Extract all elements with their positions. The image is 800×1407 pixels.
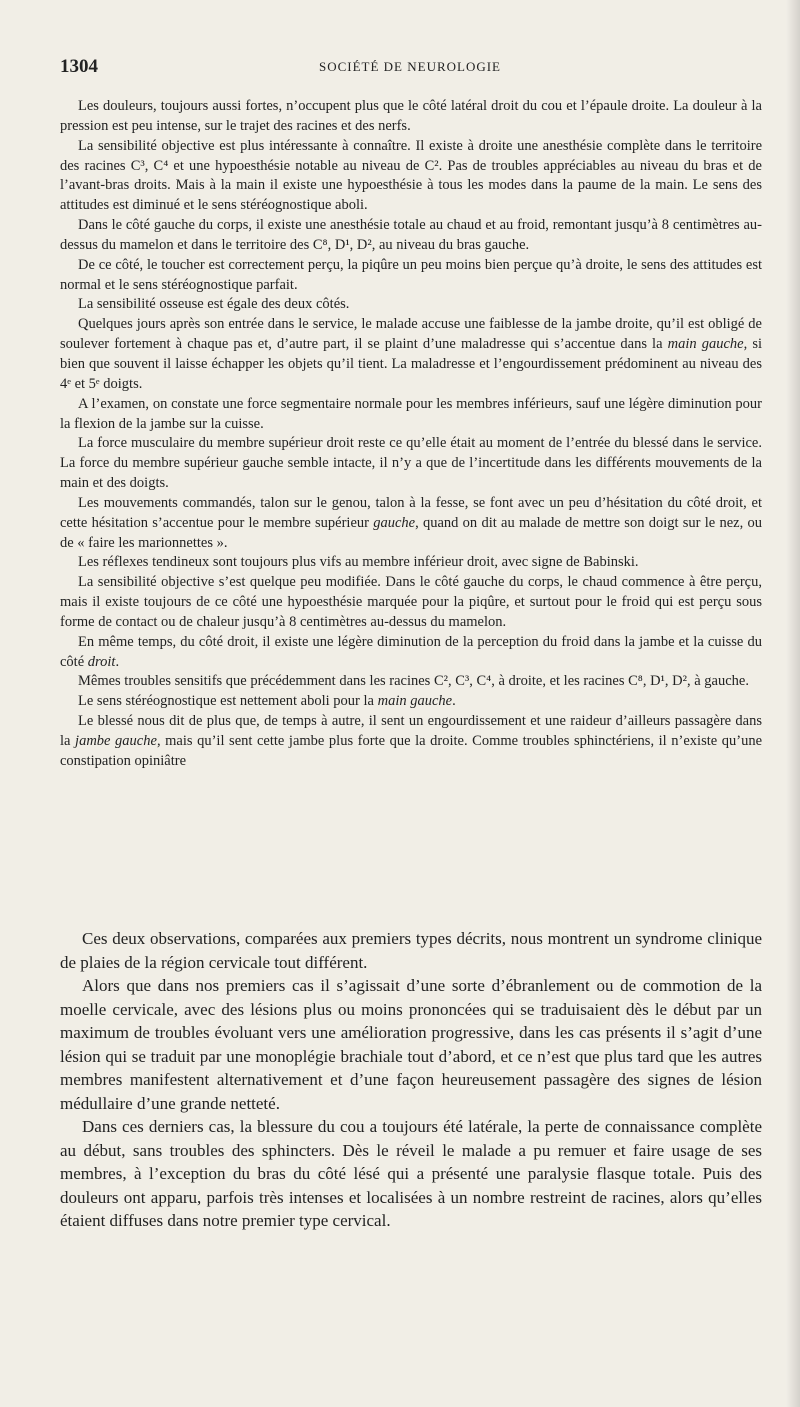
paragraph [60, 712, 762, 772]
text-run: , si bien que souvent il laisse échapper les objets qu’il tient. La maladresse et l’engourdissement prédominent au niveau des 4ᵉ et 5ᵉ doigts. [60, 336, 763, 392]
paragraph: La sensibilité osseuse est égale des deux côtés. [78, 296, 350, 313]
paragraph: Mêmes troubles sensitifs que précédemment dans les racines C², C³, C⁴, à droite, et les racines C⁸, D¹, D², à gauche. [78, 673, 749, 690]
text-run: . [452, 693, 456, 710]
italic-run: jambe gauche [75, 733, 157, 749]
paragraph [60, 633, 762, 673]
italic-run: gauche [373, 514, 416, 531]
paragraph: Les réflexes tendineux sont toujours plus vifs au membre inférieur droit, avec signe de Babinski. [78, 554, 639, 571]
italic-run: main gauche [377, 693, 453, 710]
text-run: Le sens stéréognostique est nettement aboli pour la [78, 693, 378, 710]
text-run: . [115, 653, 120, 670]
paragraph: Les douleurs, toujours aussi fortes, n’occupent plus que le côté latéral droit du cou et l’épaule droite. La douleur à la pression est peu intense, sur le trajet des racines et des nerfs. [60, 98, 762, 134]
paragraph: De ce côté, le toucher est correctement perçu, la piqûre un peu moins bien perçue qu’à droite, le sens des attitudes est normal et le sens stéréognostique parfait. [60, 256, 762, 293]
italic-run: droit [87, 653, 116, 670]
paragraph [60, 494, 762, 554]
paragraph [60, 315, 762, 394]
page-header [60, 56, 760, 82]
paragraph: La sensibilité objective est plus intéressante à connaître. Il existe à droite une anesthésie complète dans le territoire des racines C³, C⁴ et une hypoesthésie notable au niveau de C². Pas de troubles appréciables au niveau du bras et de l’avant-bras droits. Mais à la main il existe une hypoesthésie à tous les modes dans la paume de la main. Le sens des attitudes est diminué et le sens stéréognostique aboli. [60, 137, 762, 214]
page-number: 1304 [60, 56, 98, 77]
text-run: Quelques jours après son entrée dans le service, le malade accuse une faiblesse de la jambe droite, qu’il est obligé de soulever fortement à chaque pas et, d’autre part, il se plaint d’une maladresse qui s’accentue dans la [60, 316, 762, 353]
paragraph: La sensibilité objective s’est quelque peu modifiée. Dans le côté gauche du corps, le chaud commence à être perçu, mais il existe toujours de ce côté une hypoesthésie marquée pour la piqûre, et surtout pour le froid qui est perçu sous forme de contact ou de chaleur jusqu’à 8 centimètres au-dessus du mamelon. [60, 574, 762, 630]
paragraph: La force musculaire du membre supérieur droit reste ce qu’elle était au moment de l’entrée du blessé dans le service. La force du membre supérieur gauche semble intacte, il n’y a que de l’incertitude dans les différents mouvements de la main et des doigts. [60, 435, 762, 492]
discussion-text [60, 927, 762, 1233]
paragraph: Alors que dans nos premiers cas il s’agissait d’une sorte d’ébranlement ou de commotion de la moelle cervicale, avec des lésions plus ou moins prononcées qui se traduisaient dès le début par un maximum de troubles évoluant vers une amélioration progressive, dans les cas présents il s’agit d’une lésion qui se traduit par une monoplégie brachiale tout d’abord, et ce n’est que plus tard que les autres membres manifestent alternativement et d’une façon heureusement passagère des signes de lésion médullaire d’une grande netteté. [60, 976, 762, 1113]
paragraph: Ces deux observations, comparées aux premiers types décrits, nous montrent un syndrome clinique de plaies de la région cervicale tout différent. [60, 929, 762, 972]
running-head: SOCIÉTÉ DE NEUROLOGIE [318, 59, 502, 74]
text-run: Les mouvements commandés, talon sur le genou, talon à la fesse, se font avec un peu d’hésitation du côté droit, et cette hésitation s’accentue pour le membre supérieur [60, 494, 762, 531]
observation-text [60, 97, 762, 772]
paragraph: A l’examen, on constate une force segmentaire normale pour les membres inférieurs, sauf une légère diminution pour la flexion de la jambe sur la cuisse. [60, 395, 762, 432]
text-run: , quand on dit au malade de mettre son doigt sur le nez, ou de « faire les marionnettes ». [60, 514, 762, 551]
paragraph [60, 692, 762, 712]
paragraph: Dans ces derniers cas, la blessure du cou a toujours été latérale, la perte de connaissance complète au début, sans troubles des sphincters. Dès le réveil le malade a pu remuer et faire usage de ses membres, à l’exception du bras du côté lésé qui a présenté une paralysie flasque totale. Puis des douleurs ont apparu, parfois très intenses et localisées à un nombre restreint de racines, alors qu’elles étaient diffuses dans notre premier type cervical. [60, 1117, 762, 1230]
text-run: , mais qu’il sent cette jambe plus forte que la droite. Comme troubles sphinctériens, il n’existe qu’une constipation opiniâtre [60, 733, 763, 769]
text-run: Le blessé nous dit de plus que, de temps à autre, il sent un engourdissement et une raideur d’ailleurs passagère dans la [60, 713, 762, 749]
paragraph: Dans le côté gauche du corps, il existe une anesthésie totale au chaud et au froid, remontant jusqu’à 8 centimètres au-dessus du mamelon et dans le territoire des C⁸, D¹, D², au niveau du bras gauche. [60, 217, 762, 253]
text-run: En même temps, du côté droit, il existe une légère diminution de la perception du froid dans la jambe et la cuisse du côté [60, 633, 762, 670]
italic-run: main gauche [667, 336, 744, 353]
page-edge-shadow [786, 0, 800, 1407]
